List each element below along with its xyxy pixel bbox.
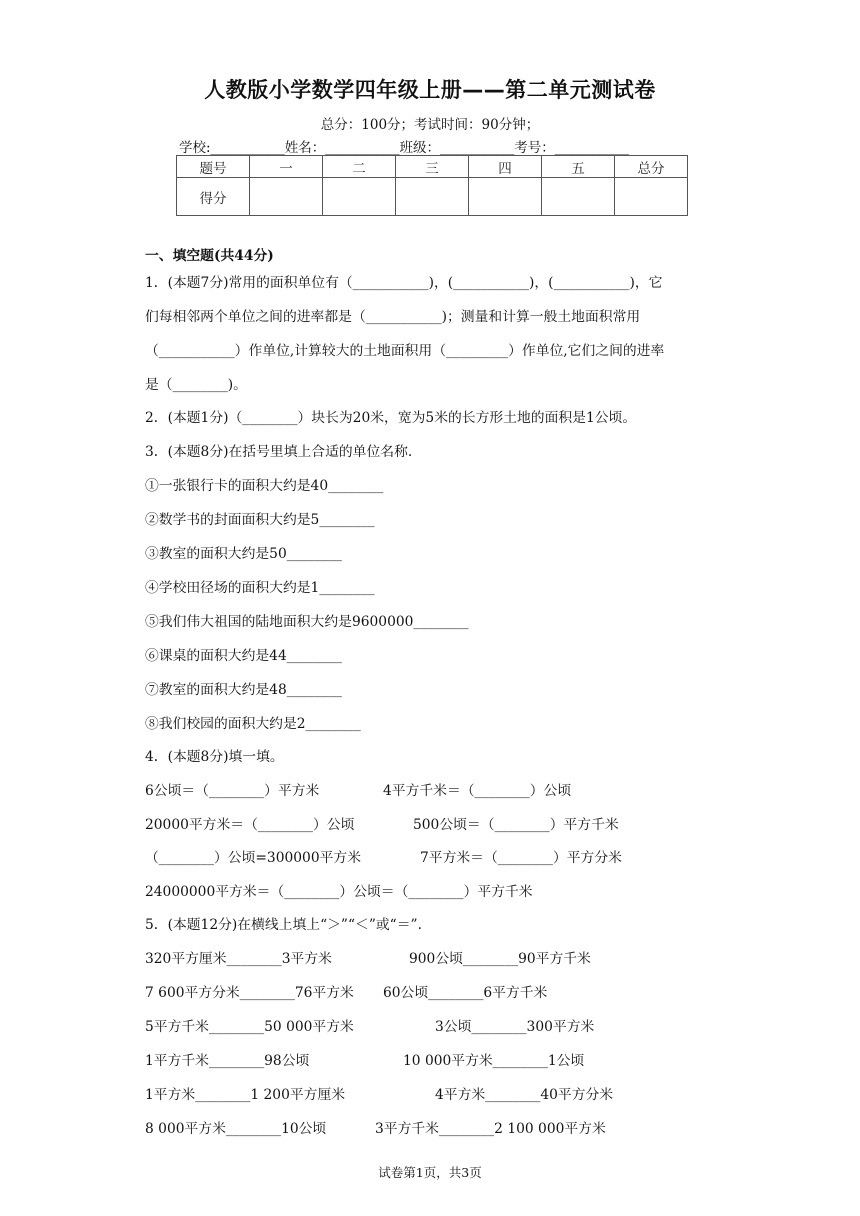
score-table-score-row [177, 178, 688, 216]
q3-stem: 3．(本题8分)在括号里填上合适的单位名称. [145, 444, 413, 460]
q4-item: （________）公顷=300000平方米 [145, 850, 361, 866]
score-cell-header: 五 [542, 156, 615, 178]
score-input-cell[interactable] [615, 178, 688, 216]
score-input-cell[interactable] [542, 178, 615, 216]
q4-stem: 4．(本题8分)填一填。 [145, 749, 284, 765]
q3-item: ③教室的面积大约是50________ [145, 546, 342, 562]
score-input-cell[interactable] [469, 178, 542, 216]
score-input-cell[interactable] [396, 178, 469, 216]
q3-item: ②数学书的封面面积大约是5________ [145, 512, 375, 528]
q5-item: 4平方米________40平方分米 [435, 1087, 614, 1103]
student-info-line: 学校:___________姓名：___________班级：___________考号：___________ [179, 140, 630, 156]
q5-item: 900公顷________90平方千米 [409, 951, 591, 967]
score-cell-header: 二 [323, 156, 396, 178]
q1-line: 1．(本题7分)常用的面积单位有（___________)，(___________)，(___________)，它 [145, 275, 663, 291]
q5-item: 7 600平方分米________76平方米 [145, 985, 354, 1001]
score-cell-header: 一 [250, 156, 323, 178]
q1-line: 们每相邻两个单位之间的进率都是（___________)；测量和计算一般土地面积常用 [145, 309, 641, 325]
q5-item: 8 000平方米________10公顷 [145, 1121, 327, 1137]
q3-item: ⑧我们校园的面积大约是2________ [145, 716, 361, 732]
q5-item: 5平方千米________50 000平方米 [145, 1019, 354, 1035]
score-table-header-row [177, 156, 688, 178]
q5-item: 10 000平方米________1公顷 [403, 1053, 585, 1069]
q5-item: 1平方米________1 200平方厘米 [145, 1087, 346, 1103]
q4-item: 500公顷＝（________）平方千米 [413, 817, 619, 833]
q4-item: 24000000平方米＝（________）公顷＝（________）平方千米 [145, 884, 533, 900]
score-input-cell[interactable] [323, 178, 396, 216]
q2-text: 2．(本题1分)（________）块长为20米，宽为5米的长方形土地的面积是1公顷。 [145, 410, 637, 426]
q5-item: 60公顷________6平方千米 [383, 985, 548, 1001]
score-table [176, 155, 688, 216]
q3-item: ④学校田径场的面积大约是1________ [145, 580, 375, 596]
q3-item: ⑤我们伟大祖国的陆地面积大约是9600000________ [145, 614, 469, 630]
exam-meta: 总分：100分；考试时间：90分钟； [320, 117, 540, 133]
page-title: 人教版小学数学四年级上册——第二单元测试卷 [204, 78, 656, 102]
section-heading: 一、填空题(共44分) [145, 248, 274, 264]
score-row-label: 得分 [177, 178, 250, 216]
score-cell-header: 三 [396, 156, 469, 178]
score-input-cell[interactable] [250, 178, 323, 216]
score-cell-header: 题号 [177, 156, 250, 178]
q4-item: 4平方千米＝（________）公顷 [383, 783, 572, 799]
q3-item: ⑥课桌的面积大约是44________ [145, 648, 342, 664]
q1-line: （___________）作单位,计算较大的土地面积用（_________）作单位,它们之间的进率 [145, 343, 665, 359]
page-footer: 试卷第1页，共3页 [378, 1165, 482, 1180]
q5-item: 3公顷________300平方米 [435, 1019, 595, 1035]
q5-stem: 5．(本题12分)在横线上填上“＞”“＜”或“＝”. [145, 917, 422, 933]
q5-item: 1平方千米________98公顷 [145, 1053, 310, 1069]
q3-item: ⑦教室的面积大约是48________ [145, 682, 342, 698]
score-cell-header: 四 [469, 156, 542, 178]
q4-item: 6公顷＝（________）平方米 [145, 783, 320, 799]
q1-line: 是（________)。 [145, 377, 247, 393]
q4-item: 20000平方米＝（________）公顷 [145, 817, 355, 833]
q5-item: 320平方厘米________3平方米 [145, 951, 332, 967]
q4-item: 7平方米＝（________）平方分米 [420, 850, 622, 866]
q5-item: 3平方千米________2 100 000平方米 [375, 1121, 606, 1137]
score-cell-header: 总分 [615, 156, 688, 178]
q3-item: ①一张银行卡的面积大约是40________ [145, 478, 384, 494]
